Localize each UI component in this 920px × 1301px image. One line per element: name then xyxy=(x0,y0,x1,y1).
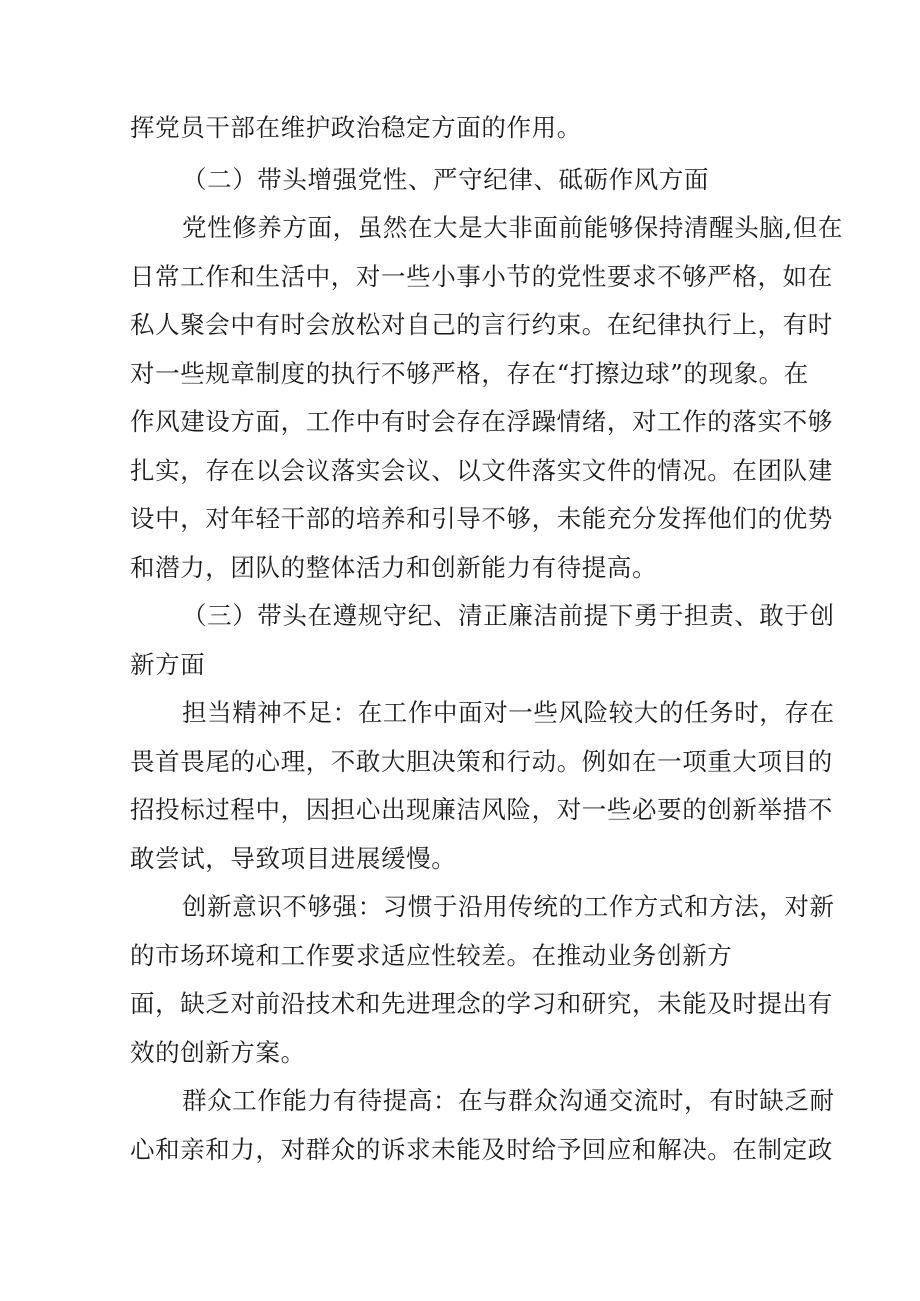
paragraph-line: 日常工作和生活中，对一些小事小节的党性要求不够严格，如在 xyxy=(130,262,833,291)
paragraph-line: 挥党员干部在维护政治稳定方面的作用。 xyxy=(130,113,582,142)
paragraph-line: 创新意识不够强：习惯于沿用传统的工作方式和方法，对新 xyxy=(182,892,835,921)
section-heading-3: （三）带头在遵规守纪、清正廉洁前提下勇于担责、敢于创 xyxy=(182,601,835,630)
section-heading-3-continued: 新方面 xyxy=(130,650,206,679)
paragraph-line: 作风建设方面，工作中有时会存在浮躁情绪，对工作的落实不够 xyxy=(130,407,833,436)
section-heading-2: （二）带头增强党性、严守纪律、砥砺作风方面 xyxy=(182,165,710,194)
paragraph-line: 私人聚会中有时会放松对自己的言行约束。在纪律执行上，有时 xyxy=(130,310,833,339)
paragraph-line: 心和亲和力，对群众的诉求未能及时给予回应和解决。在制定政 xyxy=(130,1135,833,1164)
paragraph-line: 扎实，存在以会议落实会议、以文件落实文件的情况。在团队建 xyxy=(130,456,833,485)
paragraph-line: 对一些规章制度的执行不够严格，存在“打擦边球”的现象。在 xyxy=(130,359,809,388)
paragraph-line: 招投标过程中，因担心出现廉洁风险，对一些必要的创新举措不 xyxy=(130,795,833,824)
paragraph-line: 敢尝试，导致项目进展缓慢。 xyxy=(130,844,457,873)
paragraph-line: 效的创新方案。 xyxy=(130,1038,306,1067)
paragraph-line: 畏首畏尾的心理，不敢大胆决策和行动。例如在一项重大项目的 xyxy=(130,747,833,776)
paragraph-line: 群众工作能力有待提高：在与群众沟通交流时，有时缺乏耐 xyxy=(182,1086,835,1115)
paragraph-line: 设中，对年轻干部的培养和引导不够，未能充分发挥他们的优势 xyxy=(130,504,833,533)
paragraph-line: 面，缺乏对前沿技术和先进理念的学习和研究，未能及时提出有 xyxy=(130,989,833,1018)
paragraph-line: 的市场环境和工作要求适应性较差。在推动业务创新方 xyxy=(130,941,733,970)
paragraph-line: 和潜力，团队的整体活力和创新能力有待提高。 xyxy=(130,553,658,582)
paragraph-line: 担当精神不足：在工作中面对一些风险较大的任务时，存在 xyxy=(182,698,835,727)
paragraph-line: 党性修养方面，虽然在大是大非面前能够保持清醒头脑,但在 xyxy=(182,213,843,242)
